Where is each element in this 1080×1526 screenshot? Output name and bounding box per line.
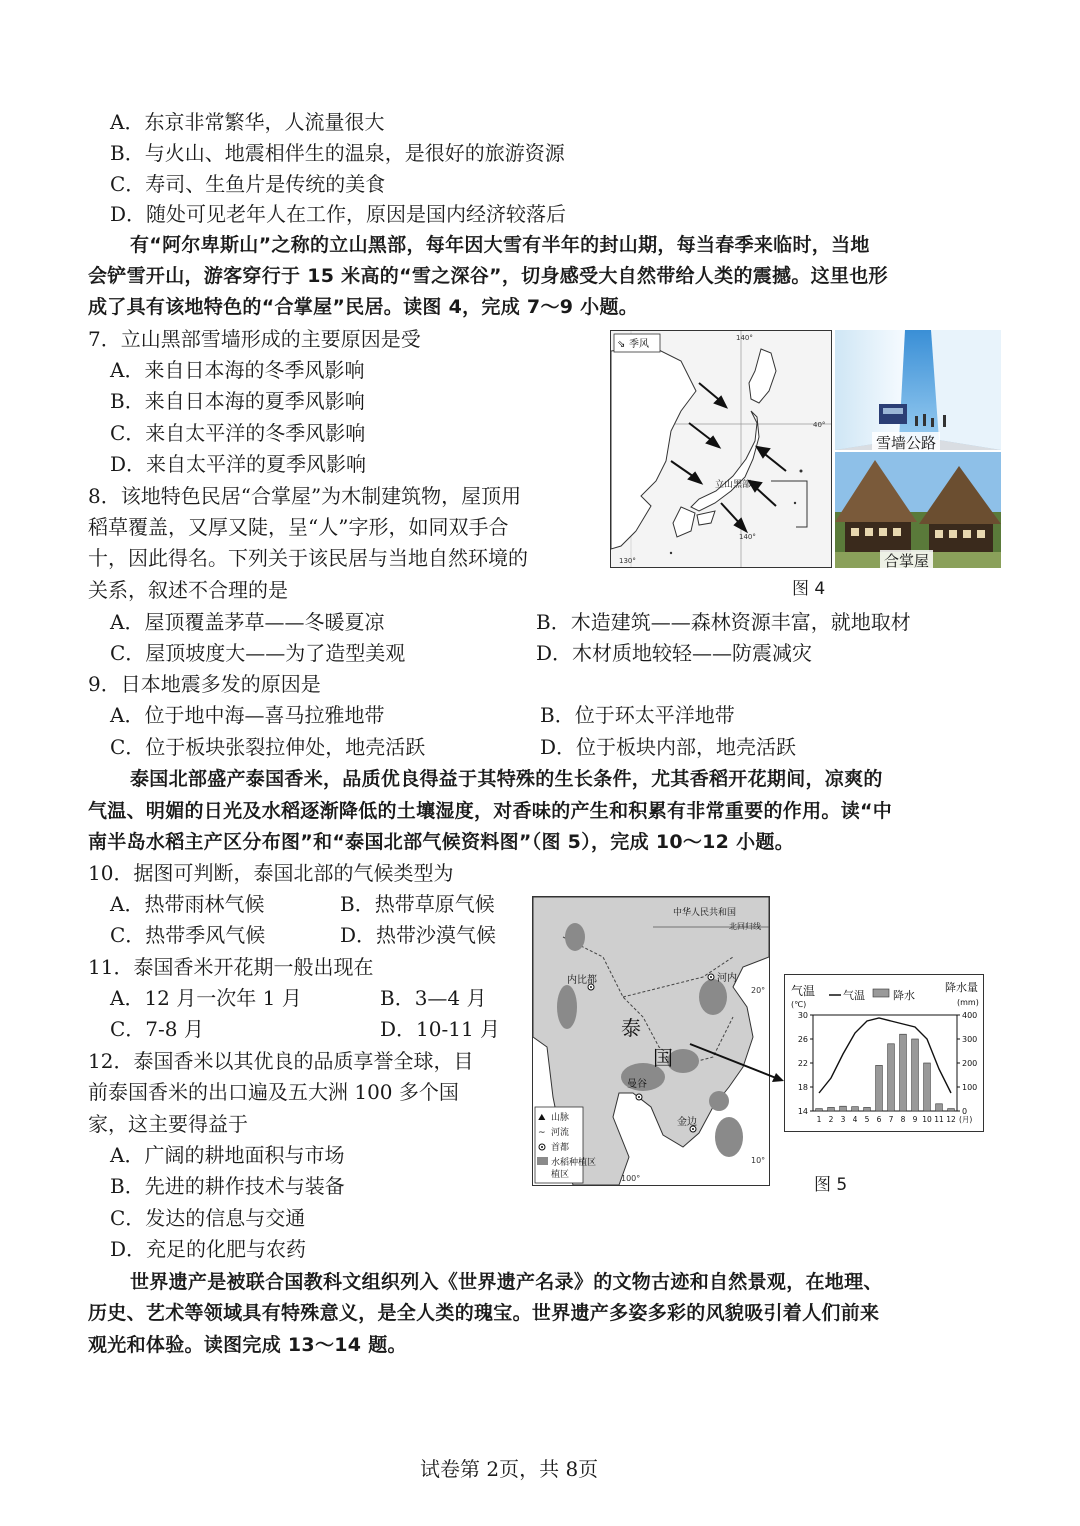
legend-river: 河流	[551, 1128, 570, 1138]
option-11c: C．7-8 月	[110, 1017, 204, 1041]
precip-bar	[924, 1063, 931, 1111]
precip-bar	[864, 1107, 871, 1111]
q7-stem: 7．立山黑部雪墙形成的主要原因是受	[88, 327, 421, 351]
y-left-tick-label: 22	[797, 1059, 808, 1068]
intro1-line1: 有“阿尔卑斯山”之称的立山黑部，每年因大雪有半年的封山期，每当春季来临时，当地	[130, 234, 870, 256]
thailand-label-2: 国	[653, 1046, 673, 1070]
svg-text:~: ~	[538, 1128, 546, 1138]
map-to-chart-arrow	[688, 1040, 788, 1085]
y-left-unit: (℃)	[791, 1000, 807, 1009]
lon-label-top: 140°	[736, 334, 753, 342]
precip-bar	[948, 1109, 955, 1111]
q8-stem-line4: 关系，叙述不合理的是	[88, 578, 288, 602]
intro2-line3: 南半岛水稻主产区分布图”和“泰国北部气候资料图”（图 5），完成 10～12 小题。	[88, 831, 795, 853]
precip-bar	[828, 1107, 835, 1111]
intro3-line2: 历史、艺术等领域具有特殊意义，是全人类的瑰宝。世界遗产多姿多彩的风貌吸引着人们前来	[88, 1302, 880, 1324]
intro3-line3: 观光和体验。读图完成 13～14 题。	[88, 1334, 407, 1356]
lat20-label: 20°	[751, 986, 766, 995]
tropic-label: 北回归线	[729, 922, 761, 931]
option-7c: C．来自太平洋的冬季风影响	[110, 421, 366, 445]
option-6d: D．随处可见老年人在工作，原因是国内经济较落后	[110, 202, 567, 226]
japan-map-svg	[611, 331, 831, 567]
precip-bar	[876, 1065, 883, 1111]
option-7b: B．来自日本海的夏季风影响	[110, 389, 365, 413]
plot-frame	[813, 1015, 957, 1111]
figure5-caption: 图 5	[814, 1175, 848, 1195]
y-left-tick-label: 18	[797, 1083, 808, 1092]
precip-bar	[900, 1034, 907, 1111]
precip-bar	[816, 1109, 823, 1111]
x-tick-label: 5	[864, 1115, 870, 1124]
q12-stem-line3: 家，这主要得益于	[88, 1112, 248, 1136]
y-right-tick-label: 200	[962, 1059, 978, 1068]
option-7a: A．来自日本海的冬季风影响	[110, 358, 365, 382]
y-left-label: 气温	[791, 984, 816, 998]
legend-precip: 降水	[893, 989, 915, 1002]
photo2-caption: 合掌屋	[880, 550, 933, 571]
option-12a: A．广阔的耕地面积与市场	[110, 1143, 345, 1167]
option-8a: A．屋顶覆盖茅草——冬暖夏凉	[110, 610, 385, 634]
lat10-label: 10°	[751, 1156, 766, 1165]
x-tick-label: 3	[840, 1115, 846, 1124]
q11-stem: 11．泰国香米开花期一般出现在	[88, 955, 374, 979]
y-right-unit: (mm)	[957, 998, 979, 1007]
option-11d: D．10-11 月	[380, 1017, 501, 1041]
y-right-tick-label: 300	[962, 1035, 978, 1044]
y-right-tick-label: 100	[962, 1083, 978, 1092]
legend-rice: 水稻种植区	[551, 1158, 597, 1168]
map-legend-label: 季风	[629, 339, 649, 350]
option-12d: D．充足的化肥与农药	[110, 1237, 307, 1261]
page-footer: 试卷第 2页，共 8页	[420, 1457, 599, 1481]
lon-label-bottom-left: 130°	[619, 557, 636, 565]
lon-label-bottom: 140°	[739, 533, 756, 541]
option-10a: A．热带雨林气候	[110, 892, 265, 916]
intro1-line3: 成了具有该地特色的“合掌屋”民居。读图 4，完成 7～9 小题。	[88, 296, 639, 318]
x-tick-label: 6	[876, 1115, 882, 1124]
naypyidaw-label: 内比都	[567, 975, 597, 986]
option-9c: C．位于板块张裂拉伸处，地壳活跃	[110, 735, 426, 759]
intro2-line2: 气温、明媚的日光及水稻逐渐降低的土壤湿度，对香味的产生和积累有非常重要的作用。读“中	[88, 800, 893, 822]
y-left-tick-label: 26	[797, 1035, 808, 1044]
option-9a: A．位于地中海—喜马拉雅地带	[110, 703, 385, 727]
x-tick-label: 2	[828, 1115, 834, 1124]
climate-chart	[784, 974, 984, 1132]
x-tick-label: 1	[816, 1115, 822, 1124]
y-right-label: 降水量	[945, 981, 978, 994]
q12-stem-line1: 12．泰国香米以其优良的品质享誉全球，目	[88, 1049, 474, 1073]
thailand-label-1: 泰	[621, 1016, 641, 1040]
option-12b: B．先进的耕作技术与装备	[110, 1174, 345, 1198]
intro1-line2: 会铲雪开山，游客穿行于 15 米高的“雪之深谷”，切身感受大自然带给人类的震撼。这里也形	[88, 265, 888, 287]
option-12c: C．发达的信息与交通	[110, 1206, 306, 1230]
option-6b: B．与火山、地震相伴生的温泉，是很好的旅游资源	[110, 141, 565, 165]
climate-chart-svg	[785, 975, 983, 1131]
q12-stem-line2: 前泰国香米的出口遍及五大洲 100 多个国	[88, 1080, 459, 1104]
option-8d: D．木材质地较轻——防震减灾	[536, 641, 813, 665]
option-6c: C．寿司、生鱼片是传统的美食	[110, 172, 386, 196]
option-10d: D．热带沙漠气候	[340, 923, 497, 947]
svg-text:⇘: ⇘	[617, 339, 626, 350]
y-left-tick-label: 30	[797, 1011, 808, 1020]
option-10b: B．热带草原气候	[340, 892, 495, 916]
y-right-tick-label: 0	[962, 1107, 968, 1116]
china-label: 中华人民共和国	[673, 908, 737, 918]
option-8b: B．木造建筑——森林资源丰富，就地取材	[536, 610, 911, 634]
temperature-line	[819, 1018, 951, 1093]
y-left-tick-label: 14	[797, 1107, 808, 1116]
x-tick-label: 7	[888, 1115, 894, 1124]
bangkok-label: 曼谷	[627, 1079, 647, 1090]
x-tick-label: 9	[912, 1115, 918, 1124]
x-unit-label: (月)	[959, 1115, 973, 1124]
x-tick-label: 8	[900, 1115, 906, 1124]
q8-stem-line1: 8．该地特色民居“合掌屋”为木制建筑物，屋顶用	[88, 484, 522, 508]
option-9b: B．位于环太平洋地带	[540, 703, 735, 727]
intro2-line1: 泰国北部盛产泰国香米，品质优良得益于其特殊的生长条件，尤其香稻开花期间，凉爽的	[130, 768, 883, 790]
y-right-tick-label: 400	[962, 1011, 978, 1020]
x-tick-label: 11	[934, 1115, 944, 1124]
precip-bar	[936, 1104, 943, 1111]
q9-stem: 9．日本地震多发的原因是	[88, 672, 321, 696]
legend-bar-swatch	[873, 989, 889, 997]
option-11b: B．3—4 月	[380, 986, 487, 1010]
q8-stem-line2: 稻草覆盖，又厚又陡，呈“人”字形，如同双手合	[88, 515, 509, 539]
svg-text:⛰: ⛰	[538, 1113, 546, 1123]
option-6a: A．东京非常繁华，人流量很大	[110, 110, 385, 134]
option-8c: C．屋顶坡度大——为了造型美观	[110, 641, 406, 665]
q10-stem: 10．据图可判断，泰国北部的气候类型为	[88, 861, 454, 885]
legend-mountain: 山脉	[551, 1113, 570, 1123]
precip-bar	[840, 1106, 847, 1111]
hanoi-label: 河内	[717, 973, 737, 984]
phnom-penh-label: 金边	[677, 1117, 697, 1128]
legend-rice-line2: 植区	[551, 1170, 570, 1180]
legend-capital: 首都	[551, 1143, 570, 1153]
q8-stem-line3: 十，因此得名。下列关于该民居与当地自然环境的	[88, 546, 528, 570]
x-tick-label: 4	[852, 1115, 858, 1124]
precip-bar	[912, 1039, 919, 1111]
precip-bar	[888, 1044, 895, 1111]
photo1-caption: 雪墙公路	[872, 432, 940, 453]
lat-label: 40°	[813, 421, 826, 429]
option-7d: D．来自太平洋的夏季风影响	[110, 452, 367, 476]
option-10c: C．热带季风气候	[110, 923, 266, 947]
intro3-line1: 世界遗产是被联合国教科文组织列入《世界遗产名录》的文物古迹和自然景观，在地理、	[130, 1271, 883, 1293]
tateyama-label: 立山黑部	[715, 480, 752, 490]
option-11a: A．12 月一次年 1 月	[110, 986, 302, 1010]
x-tick-label: 10	[922, 1115, 932, 1124]
figure4-caption: 图 4	[792, 579, 826, 599]
precip-bar	[852, 1107, 859, 1111]
legend-temp: 气温	[843, 989, 865, 1002]
lon100-label: 100°	[621, 1174, 641, 1183]
option-9d: D．位于板块内部，地壳活跃	[540, 735, 797, 759]
x-tick-label: 12	[946, 1115, 956, 1124]
japan-monsoon-map	[610, 330, 832, 568]
